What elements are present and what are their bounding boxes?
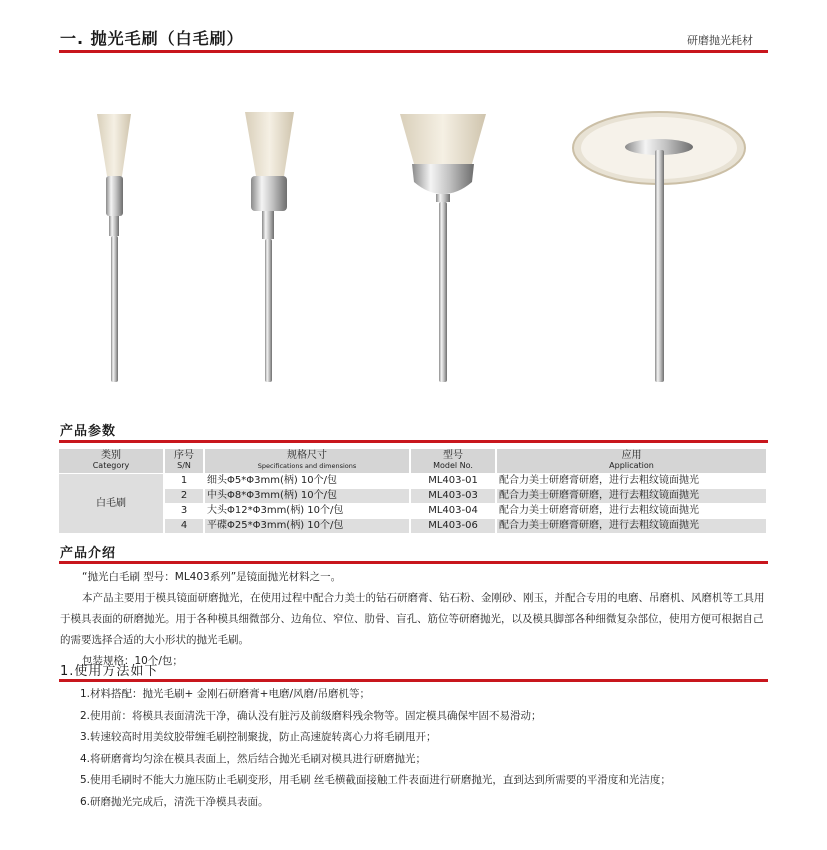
model-cell: ML403-03 xyxy=(410,489,496,504)
intro-line-description: 本产品主要用于模具镜面研磨抛光，在使用过程中配合力美士的钻石研磨膏、钻石粉、金刚砂、刚玉，并配合专用的电磨、吊磨机、风磨机等工具用于模具表面的研磨抛光。用于各种模具细微部分、边角位、窄位、肋骨、盲孔、筋位等研磨抛光，以及模具脚部各种细微复杂部位，使用方便可根据自己的需要选择合适的大小形状的抛光毛刷。 xyxy=(60,592,765,646)
product-image-medium-head-brush xyxy=(240,90,310,390)
table-row xyxy=(59,489,767,504)
spec-cell: 中头Φ8*Φ3mm(柄) 10个/包 xyxy=(204,489,410,504)
application-cell: 配合力美士研磨膏研磨，进行去粗纹镜面抛光 xyxy=(496,519,767,534)
sn-cell: 4 xyxy=(164,519,204,534)
intro-body xyxy=(60,567,770,672)
product-image-small-head-brush xyxy=(91,90,161,390)
product-image-large-head-brush xyxy=(394,90,494,390)
usage-step: 3.转速较高时用美纹胶带缠毛刷控制聚拢，防止高速旋转离心力将毛刷甩开； xyxy=(80,731,437,743)
table-row xyxy=(59,519,767,534)
table-row xyxy=(59,504,767,519)
usage-step: 6.研磨抛光完成后，清洗干净模具表面。 xyxy=(80,795,269,808)
usage-step: 1.材料搭配：抛光毛刷+ 金刚石研磨膏+电磨/风磨/吊磨机等； xyxy=(80,688,371,700)
application-cell: 配合力美士研磨膏研磨，进行去粗纹镜面抛光 xyxy=(496,489,767,504)
usage-step: 4.将研磨膏均匀涂在模具表面上，然后结合抛光毛刷对模具进行研磨抛光； xyxy=(80,752,427,765)
params-section-divider xyxy=(59,440,768,443)
params-section-title: 产品参数 xyxy=(60,424,117,439)
model-cell: ML403-04 xyxy=(410,504,496,519)
product-image-wheel-brush xyxy=(564,90,754,390)
usage-steps xyxy=(80,684,671,813)
table-row xyxy=(59,474,767,489)
sn-cell: 3 xyxy=(164,504,204,519)
spec-cell: 细头Φ5*Φ3mm(柄) 10个/包 xyxy=(204,474,410,489)
header-divider xyxy=(59,50,768,53)
header-sn: 序号 S/N xyxy=(164,449,204,474)
intro-section-divider xyxy=(59,561,768,564)
spec-table-header xyxy=(59,449,767,474)
intro-line-series: “抛光白毛刷 型号：ML403系列”是镜面抛光材料之一。 xyxy=(82,571,342,583)
sn-cell: 1 xyxy=(164,474,204,489)
product-images xyxy=(59,90,768,390)
intro-line-packaging: 包装规格：10个/包； xyxy=(82,655,183,667)
spec-cell: 大头Φ12*Φ3mm(柄) 10个/包 xyxy=(204,504,410,519)
header-model: 型号 Model No. xyxy=(410,449,496,474)
usage-section-divider xyxy=(59,679,768,682)
spec-cell: 平碟Φ25*Φ3mm(柄) 10个/包 xyxy=(204,519,410,534)
usage-section-title: 1.使用方法如下 xyxy=(60,664,159,679)
header-category: 类别 Category xyxy=(59,449,164,474)
intro-section-title: 产品介绍 xyxy=(60,546,117,561)
model-cell: ML403-06 xyxy=(410,519,496,534)
model-cell: ML403-01 xyxy=(410,474,496,489)
header-spec: 规格尺寸 Specifications and dimensions xyxy=(204,449,410,474)
application-cell: 配合力美士研磨膏研磨，进行去粗纹镜面抛光 xyxy=(496,474,767,489)
page-title: 一. 抛光毛刷（白毛刷） xyxy=(60,29,244,48)
sn-cell: 2 xyxy=(164,489,204,504)
usage-step: 5.使用毛刷时不能大力施压防止毛刷变形，用毛刷 丝毛横截面接触工件表面进行研磨抛光，直到达到所需要的平滑度和光洁度； xyxy=(80,774,671,786)
spec-table xyxy=(59,449,768,534)
category-cell: 白毛刷 xyxy=(59,474,164,534)
application-cell: 配合力美士研磨膏研磨，进行去粗纹镜面抛光 xyxy=(496,504,767,519)
header-application: 应用 Application xyxy=(496,449,767,474)
catalog-category-label: 研磨抛光耗材 xyxy=(687,34,753,47)
usage-step: 2.使用前：将模具表面清洗干净，确认没有脏污及前级磨料残余物等。固定模具确保牢固不易滑动； xyxy=(80,709,542,722)
